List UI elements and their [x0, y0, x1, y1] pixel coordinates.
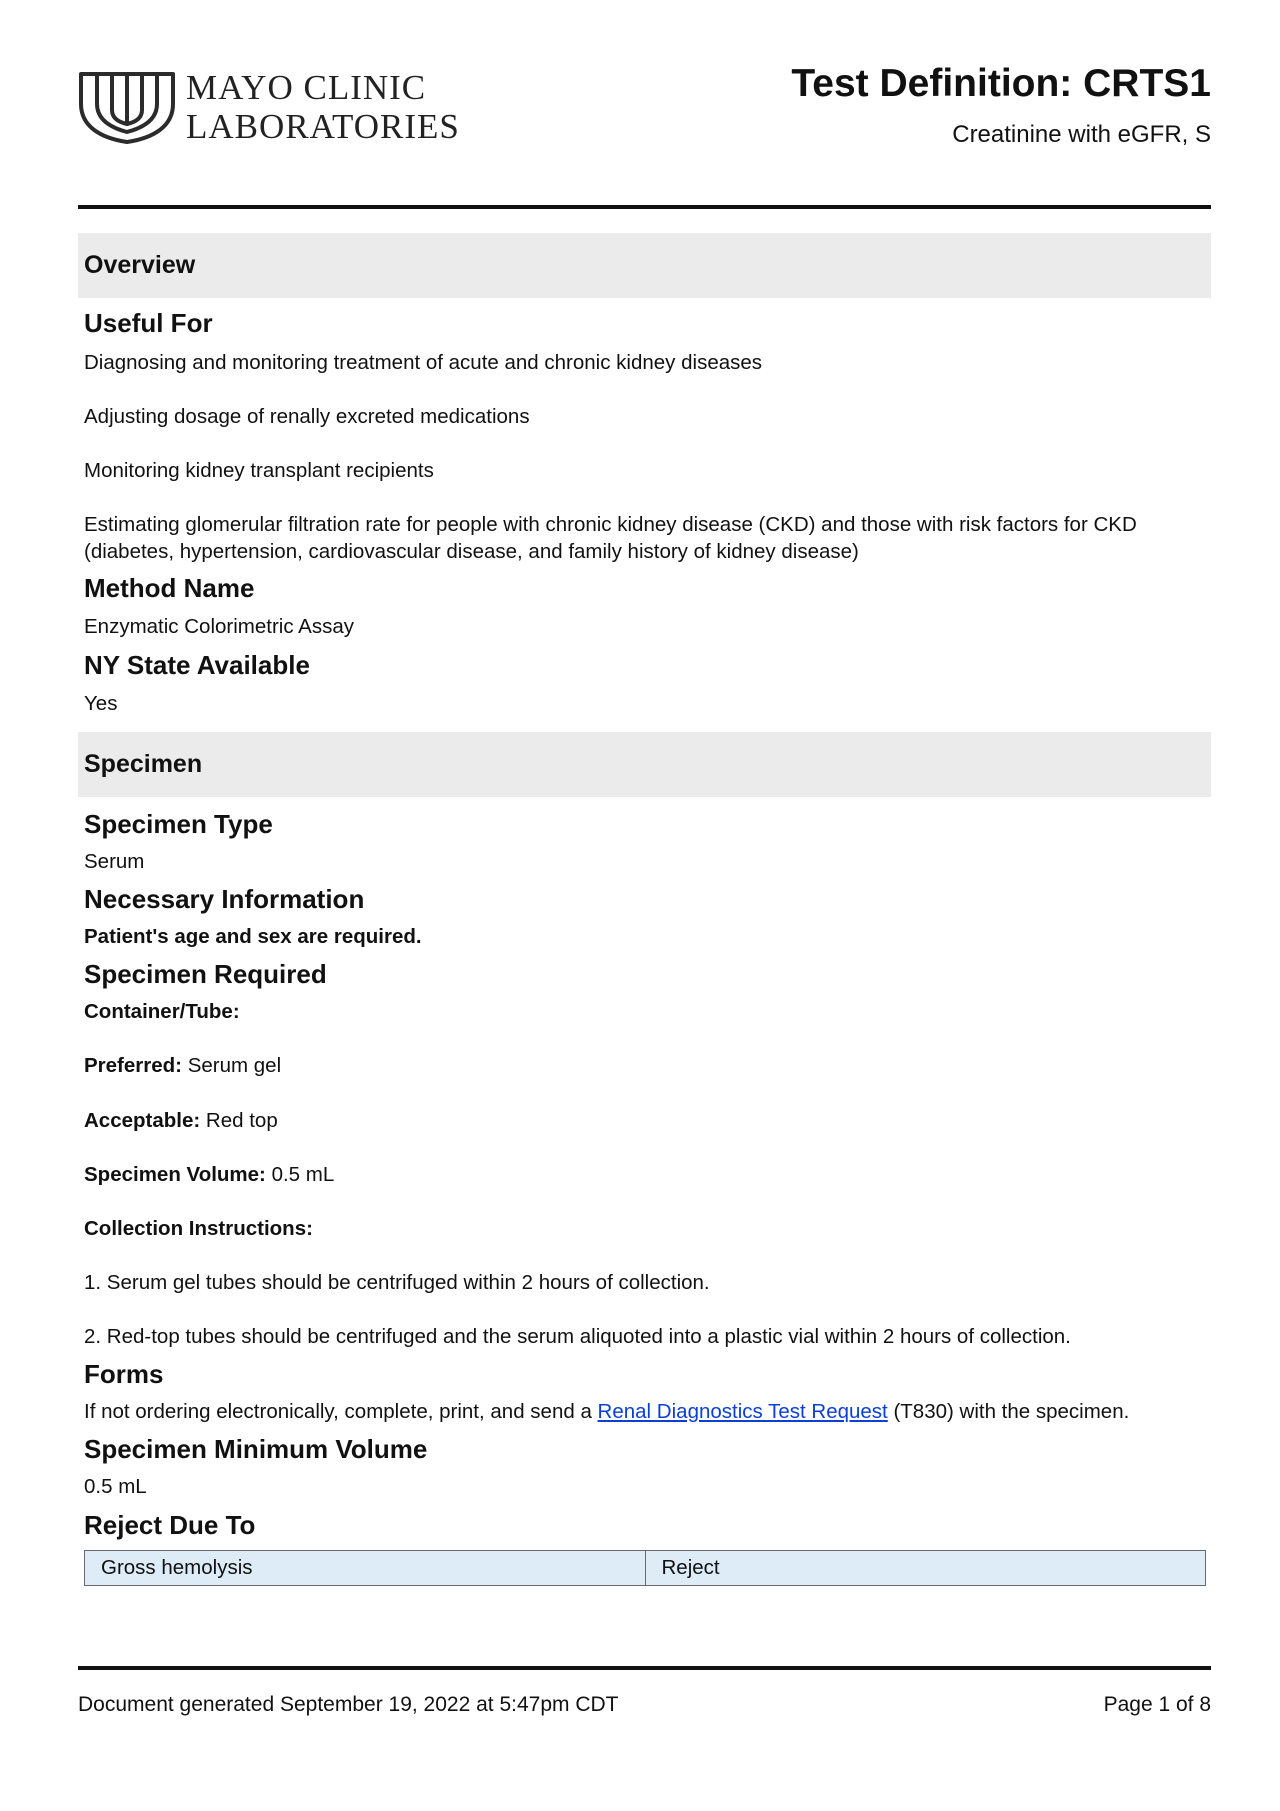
ny-state-value: Yes [84, 692, 118, 715]
preferred-label: Preferred: [84, 1054, 182, 1077]
forms-text-before: If not ordering electronically, complete, print, and send a [84, 1400, 598, 1423]
header-divider [78, 205, 1211, 209]
renal-diagnostics-request-link[interactable]: Renal Diagnostics Test Request [597, 1400, 888, 1423]
specimen-volume-label: Specimen Volume: [84, 1163, 266, 1186]
overview-section-heading: Overview [78, 233, 1211, 298]
specimen-type-heading: Specimen Type [84, 809, 273, 839]
specimen-volume-line [84, 1161, 1211, 1188]
table-row [85, 1551, 1206, 1586]
preferred-line [84, 1052, 1211, 1079]
logo-line-1: MAYO CLINIC [186, 68, 427, 107]
document-title: Test Definition: CRTS1 [791, 62, 1211, 105]
useful-for-item: Estimating glomerular filtration rate for people with chronic kidney disease (CKD) and those with risk factors for CKD (diabetes, hypertension, cardiovascular disease, and family history of kidney disease) [84, 513, 1137, 563]
min-volume-value: 0.5 mL [84, 1475, 147, 1498]
necessary-info-heading: Necessary Information [84, 884, 365, 914]
method-name-heading: Method Name [84, 573, 255, 603]
forms-heading: Forms [84, 1359, 164, 1389]
page-number: Page 1 of 8 [1103, 1693, 1211, 1716]
method-name-value: Enzymatic Colorimetric Assay [84, 615, 354, 638]
preferred-value: Serum gel [182, 1054, 282, 1077]
useful-for-item: Diagnosing and monitoring treatment of acute and chronic kidney diseases [84, 351, 763, 374]
footer-divider [78, 1666, 1211, 1670]
useful-for-item: Monitoring kidney transplant recipients [84, 459, 434, 482]
acceptable-line [84, 1107, 1211, 1134]
mayo-clinic-logo [78, 70, 460, 146]
necessary-info-value: Patient's age and sex are required. [84, 925, 422, 948]
forms-text [84, 1398, 1211, 1425]
specimen-type-value: Serum [84, 850, 145, 873]
useful-for-heading: Useful For [84, 308, 213, 338]
acceptable-value: Red top [200, 1109, 278, 1132]
reject-condition-cell: Gross hemolysis [85, 1551, 646, 1586]
document-body [78, 233, 1211, 1586]
collection-instruction-item: 2. Red-top tubes should be centrifuged and the serum aliquoted into a plastic vial within 2 hours of collection. [84, 1325, 1071, 1348]
collection-instruction-item: 1. Serum gel tubes should be centrifuged within 2 hours of collection. [84, 1271, 710, 1294]
useful-for-item: Adjusting dosage of renally excreted medications [84, 405, 530, 428]
document-subtitle: Creatinine with eGFR, S [952, 121, 1211, 148]
specimen-section-heading: Specimen [78, 732, 1211, 797]
generated-timestamp: Document generated September 19, 2022 at 5:47pm CDT [78, 1693, 619, 1716]
specimen-required-heading: Specimen Required [84, 959, 327, 989]
reject-due-to-heading: Reject Due To [84, 1510, 256, 1540]
page-footer [78, 1693, 1211, 1717]
ny-state-heading: NY State Available [84, 650, 310, 680]
acceptable-label: Acceptable: [84, 1109, 201, 1132]
mayo-shields-icon [78, 70, 176, 144]
reject-table [84, 1550, 1206, 1586]
collection-instructions-label: Collection Instructions: [84, 1217, 313, 1240]
forms-text-after: (T830) with the specimen. [887, 1400, 1130, 1423]
specimen-volume-value: 0.5 mL [265, 1163, 335, 1186]
container-tube-label: Container/Tube: [84, 1000, 240, 1023]
reject-action-cell: Reject [645, 1551, 1206, 1586]
min-volume-heading: Specimen Minimum Volume [84, 1434, 428, 1464]
logo-line-2: LABORATORIES [186, 107, 460, 146]
page-header [78, 60, 1211, 160]
